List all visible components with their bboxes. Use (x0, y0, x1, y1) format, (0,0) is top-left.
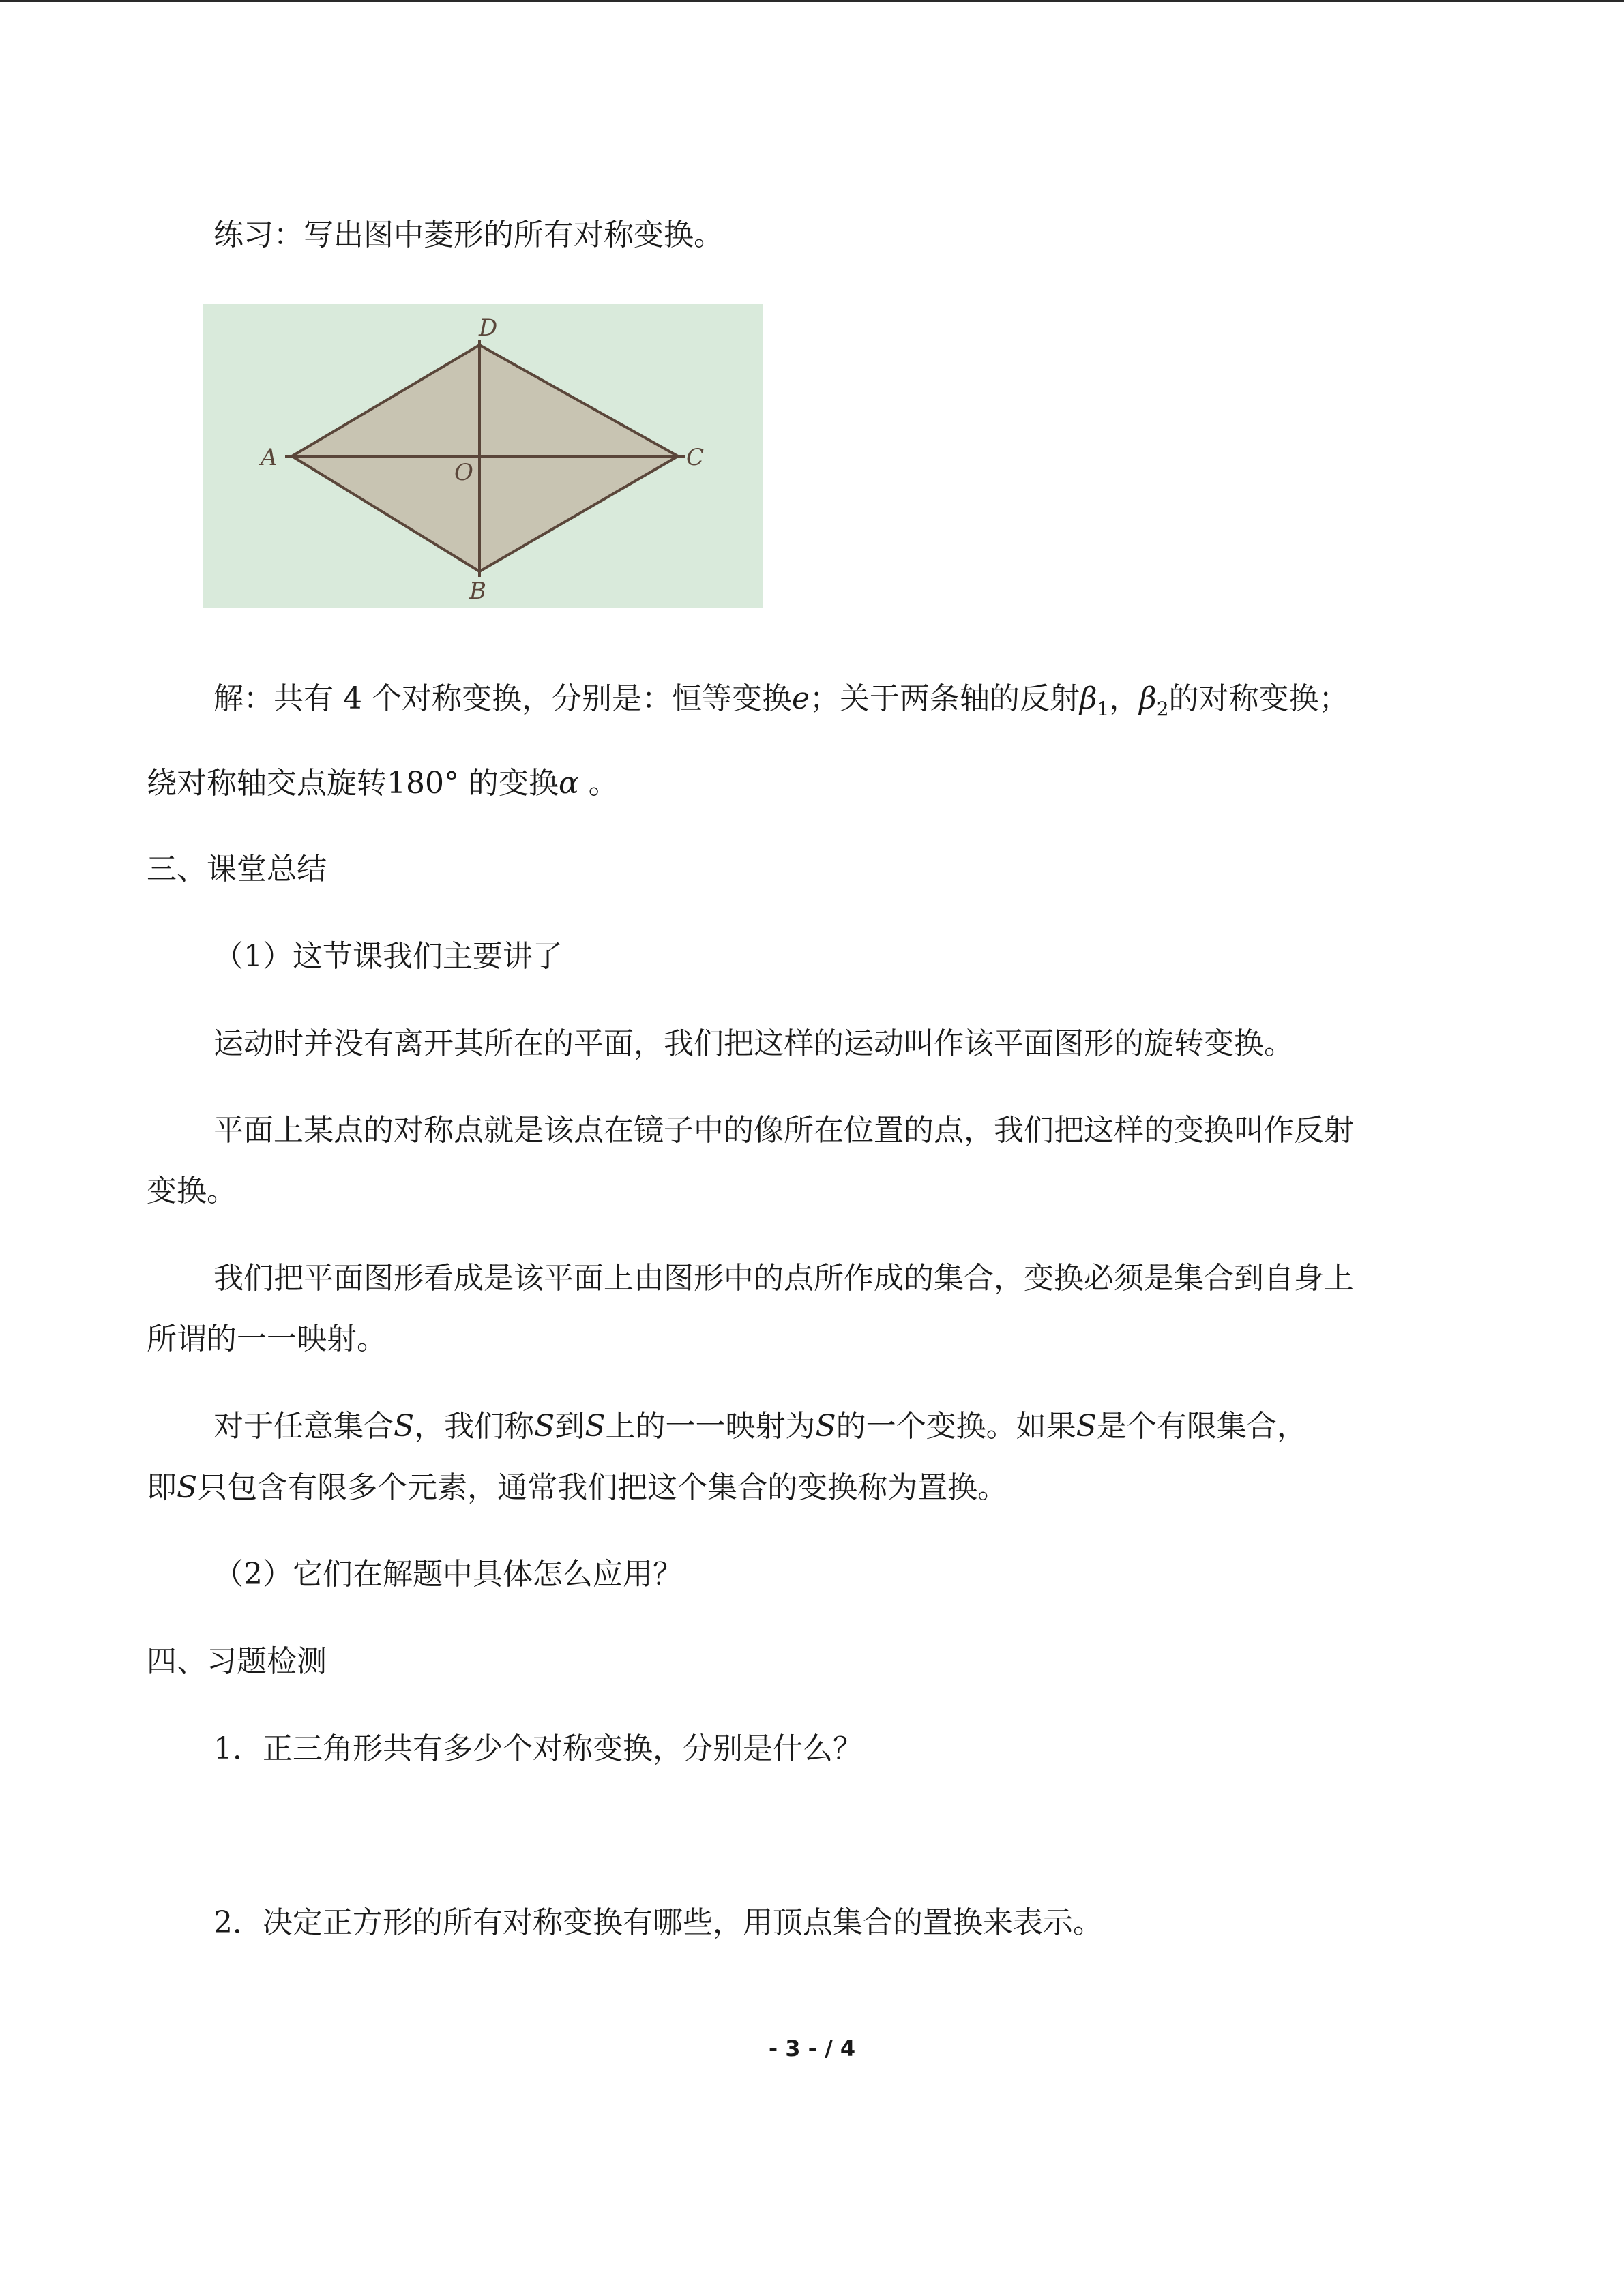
exercise-item-1: 1．正三角形共有多少个对称变换，分别是什么？ (213, 1731, 863, 1766)
solution-text-a: 解：共有 4 个对称变换，分别是：恒等变换 (213, 681, 792, 716)
perm-text-5: 的一个变换。如果 (836, 1409, 1076, 1444)
solution-line-2 (147, 760, 1463, 807)
subscript-1: 1 (1097, 698, 1110, 720)
summary-permutation-2 (147, 1464, 1463, 1512)
math-s: S (815, 1409, 836, 1444)
perm-text-7: 即 (147, 1470, 177, 1505)
label-c: C (686, 444, 705, 471)
math-s: S (585, 1409, 606, 1444)
math-s: S (177, 1470, 198, 1505)
perm-text-3: 到 (555, 1409, 585, 1444)
subscript-2: 2 (1156, 698, 1169, 720)
rhombus-figure (203, 304, 763, 608)
perm-text-2: ，我们称 (414, 1409, 535, 1444)
math-e: e (791, 681, 810, 716)
solution-text-c: 的对称变换； (1168, 681, 1349, 716)
page-number: - 3 - / 4 (768, 2036, 856, 2061)
summary-mapping-2: 所谓的一一映射。 (147, 1322, 387, 1356)
math-s: S (394, 1409, 415, 1444)
summary-rotation: 运动时并没有离开其所在的平面，我们把这样的运动叫作该平面图形的旋转变换。 (213, 1026, 1294, 1061)
perm-text-4: 上的一一映射为 (605, 1409, 816, 1444)
summary-q2: （2）它们在解题中具体怎么应用？ (213, 1557, 683, 1592)
solution-line-1 (213, 675, 1463, 733)
solution-text-e: 。 (578, 766, 619, 801)
math-beta-2: β (1139, 681, 1157, 716)
math-beta-1: β (1080, 681, 1097, 716)
perm-text-1: 对于任意集合 (213, 1409, 394, 1444)
perm-text-8: 只包含有限多个元素，通常我们把这个集合的变换称为置换。 (197, 1470, 1008, 1505)
label-a: A (261, 444, 278, 471)
label-d: D (479, 314, 498, 342)
summary-reflection-1: 平面上某点的对称点就是该点在镜子中的像所在位置的点，我们把这样的变换叫作反射 (213, 1113, 1354, 1148)
exercise-prompt: 练习：写出图中菱形的所有对称变换。 (213, 218, 724, 252)
solution-comma: ， (1109, 681, 1140, 716)
perm-text-6: 是个有限集合， (1096, 1409, 1307, 1444)
math-s: S (1076, 1409, 1097, 1444)
summary-mapping-1: 我们把平面图形看成是该平面上由图形中的点所作成的集合，变换必须是集合到自身上 (213, 1261, 1354, 1296)
label-b: B (469, 578, 486, 605)
label-o: O (454, 459, 473, 486)
top-border (0, 0, 1624, 2)
exercise-item-2: 2．决定正方形的所有对称变换有哪些，用顶点集合的置换来表示。 (213, 1905, 1103, 1940)
math-s: S (534, 1409, 555, 1444)
summary-permutation-1 (213, 1403, 1463, 1450)
solution-text-d: 绕对称轴交点旋转180° 的变换 (147, 766, 559, 801)
summary-reflection-2: 变换。 (147, 1174, 237, 1208)
summary-q1: （1）这节课我们主要讲了 (213, 939, 563, 974)
exercises-heading: 四、习题检测 (147, 1644, 327, 1679)
math-alpha: α (558, 766, 579, 801)
summary-heading: 三、课堂总结 (147, 852, 327, 886)
solution-text-b: ；关于两条轴的反射 (810, 681, 1080, 716)
